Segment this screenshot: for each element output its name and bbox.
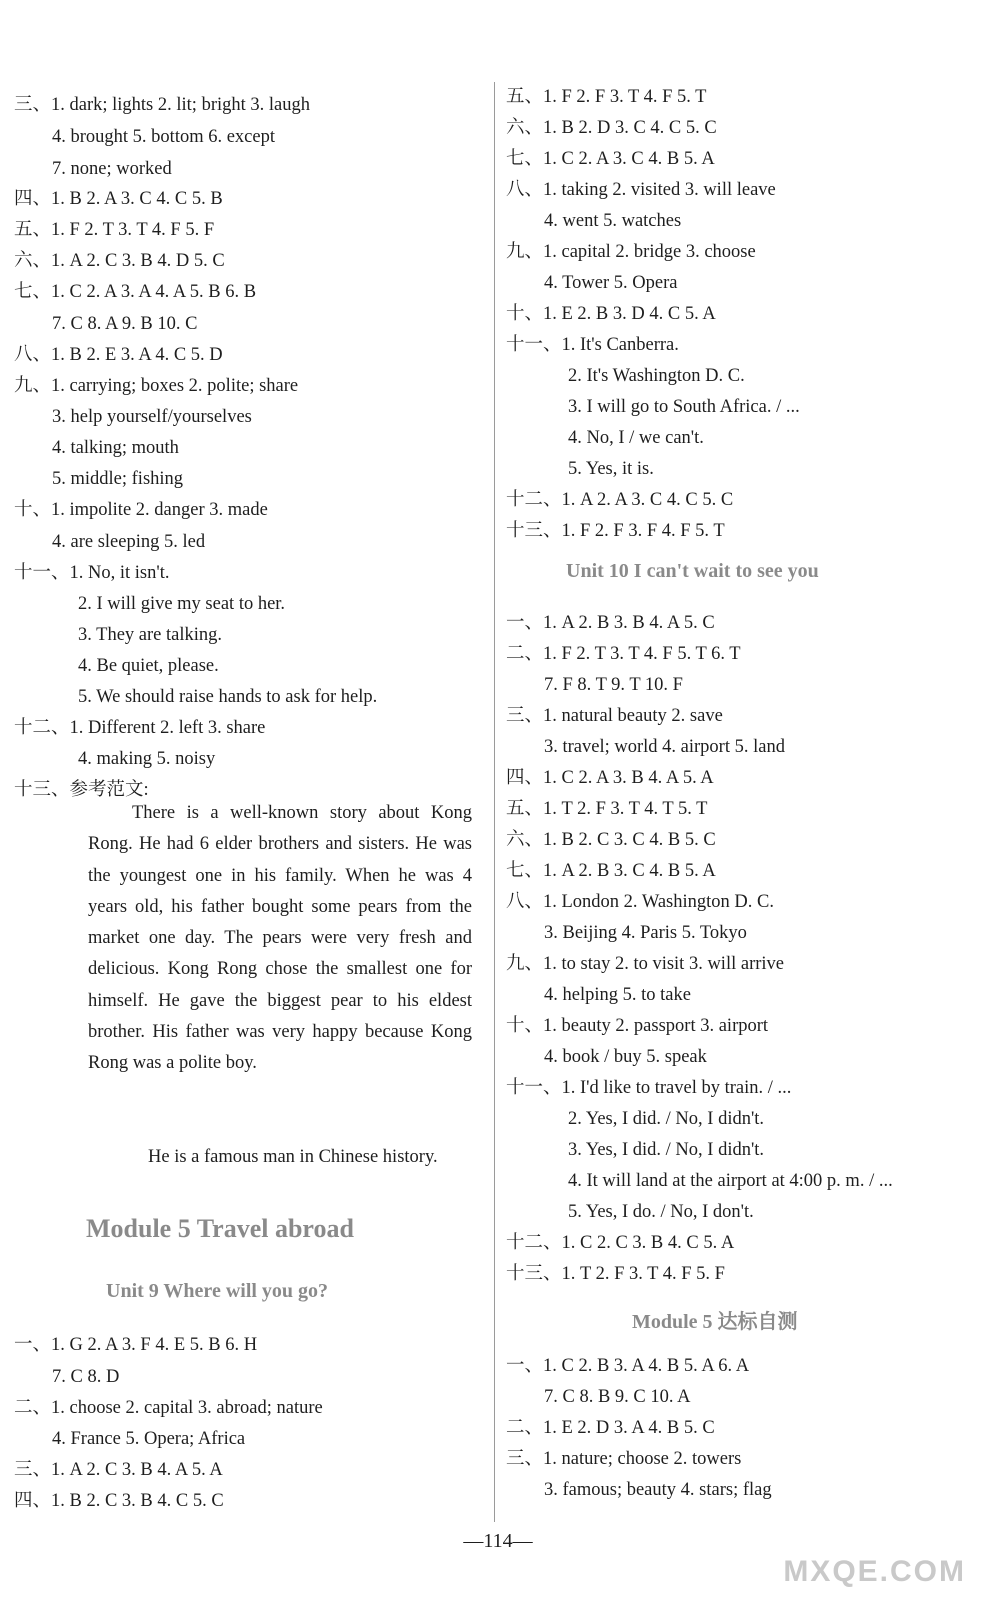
answer-line: 十三、参考范文: xyxy=(14,780,149,800)
answer-line: 4. brought 5. bottom 6. except xyxy=(52,127,275,147)
answer-line: 二、1. E 2. D 3. A 4. B 5. C xyxy=(506,1418,715,1438)
answer-line: 4. making 5. noisy xyxy=(78,749,216,769)
answer-line: 四、1. C 2. A 3. B 4. A 5. A xyxy=(506,768,714,788)
column-divider xyxy=(494,82,495,1522)
answer-line: 十一、1. I'd like to travel by train. / ... xyxy=(506,1078,792,1098)
answer-line: 三、1. nature; choose 2. towers xyxy=(506,1449,742,1469)
watermark: MXQE.COM xyxy=(783,1555,966,1588)
module-test-title: Module 5 达标自测 xyxy=(632,1311,798,1333)
answer-line: 九、1. carrying; boxes 2. polite; share xyxy=(14,376,299,396)
answer-line: 2. I will give my seat to her. xyxy=(78,594,286,614)
answer-line: 4. No, I / we can't. xyxy=(568,428,704,448)
answer-line: 5. We should raise hands to ask for help. xyxy=(78,687,378,707)
answer-line: 7. F 8. T 9. T 10. F xyxy=(544,675,683,695)
answer-line: 十一、1. No, it isn't. xyxy=(14,563,170,583)
answer-line: 七、1. C 2. A 3. A 4. A 5. B 6. B xyxy=(14,282,257,302)
answer-line: 九、1. to stay 2. to visit 3. will arrive xyxy=(506,954,784,974)
answer-line: 3. They are talking. xyxy=(78,625,223,645)
answer-line: 十二、1. A 2. A 3. C 4. C 5. C xyxy=(506,490,734,510)
answer-line: 七、1. A 2. B 3. C 4. B 5. A xyxy=(506,861,716,881)
answer-line: 3. famous; beauty 4. stars; flag xyxy=(544,1480,772,1500)
module-title: Module 5 Travel abroad xyxy=(86,1214,354,1243)
answer-line: 十、1. E 2. B 3. D 4. C 5. A xyxy=(506,304,716,324)
answer-line: 3. help yourself/yourselves xyxy=(52,407,252,427)
answer-line: 三、1. natural beauty 2. save xyxy=(506,706,723,726)
essay-paragraph-1: There is a well-known story about Kong Rong. He had 6 elder brothers and sisters. He was the youngest one in his family. When he was 4 years old, his father bought some pears from the market one day. The pears were very fresh and delicious. Kong Rong chose the smallest one for himself. He gave the biggest pear to his eldest brother. His father was very happy because Kong Rong was a polite boy. xyxy=(88,803,472,1074)
answer-line: 七、1. C 2. A 3. C 4. B 5. A xyxy=(506,149,715,169)
answer-line: 4. France 5. Opera; Africa xyxy=(52,1429,246,1449)
essay-paragraph-2: He is a famous man in Chinese history. xyxy=(148,1147,438,1167)
answer-line: 4. book / buy 5. speak xyxy=(544,1047,707,1067)
answer-line: 八、1. taking 2. visited 3. will leave xyxy=(506,180,776,200)
answer-line: 十二、1. C 2. C 3. B 4. C 5. A xyxy=(506,1233,735,1253)
answer-line: 四、1. B 2. C 3. B 4. C 5. C xyxy=(14,1491,224,1511)
answer-line: 十三、1. T 2. F 3. T 4. F 5. F xyxy=(506,1264,725,1284)
answer-line: 六、1. A 2. C 3. B 4. D 5. C xyxy=(14,251,225,271)
answer-line: 3. I will go to South Africa. / ... xyxy=(568,397,800,417)
answer-line: 5. Yes, I do. / No, I don't. xyxy=(568,1202,754,1222)
answer-line: 4. talking; mouth xyxy=(52,438,179,458)
answer-line: 四、1. B 2. A 3. C 4. C 5. B xyxy=(14,189,223,209)
answer-line: 3. Yes, I did. / No, I didn't. xyxy=(568,1140,765,1160)
answer-line: 一、1. C 2. B 3. A 4. B 5. A 6. A xyxy=(506,1356,750,1376)
answer-line: 八、1. B 2. E 3. A 4. C 5. D xyxy=(14,345,223,365)
unit-10-title: Unit 10 I can't wait to see you xyxy=(566,560,819,582)
answer-line: 十二、1. Different 2. left 3. share xyxy=(14,718,266,738)
answer-line: 三、1. A 2. C 3. B 4. A 5. A xyxy=(14,1460,223,1480)
answer-line: 二、1. F 2. T 3. T 4. F 5. T 6. T xyxy=(506,644,741,664)
answer-line: 2. Yes, I did. / No, I didn't. xyxy=(568,1109,765,1129)
answer-line: 五、1. F 2. F 3. T 4. F 5. T xyxy=(506,87,707,107)
answer-line: 3. Beijing 4. Paris 5. Tokyo xyxy=(544,923,747,943)
answer-line: 十、1. beauty 2. passport 3. airport xyxy=(506,1016,769,1036)
answer-line: 九、1. capital 2. bridge 3. choose xyxy=(506,242,756,262)
answer-line: 十、1. impolite 2. danger 3. made xyxy=(14,500,268,520)
answer-line: 4. Tower 5. Opera xyxy=(544,273,678,293)
answer-line: 一、1. G 2. A 3. F 4. E 5. B 6. H xyxy=(14,1335,258,1355)
unit-9-title: Unit 9 Where will you go? xyxy=(106,1280,329,1302)
answer-line: 3. travel; world 4. airport 5. land xyxy=(544,737,785,757)
answer-line: 4. went 5. watches xyxy=(544,211,682,231)
answer-line: 二、1. choose 2. capital 3. abroad; nature xyxy=(14,1398,323,1418)
answer-line: 六、1. B 2. D 3. C 4. C 5. C xyxy=(506,118,717,138)
answer-line: 一、1. A 2. B 3. B 4. A 5. C xyxy=(506,613,715,633)
answer-line: 八、1. London 2. Washington D. C. xyxy=(506,892,774,912)
answer-line: 7. C 8. A 9. B 10. C xyxy=(52,314,198,334)
answer-line: 7. C 8. D xyxy=(52,1367,120,1387)
answer-line: 4. Be quiet, please. xyxy=(78,656,219,676)
page-number: —114— xyxy=(463,1530,533,1552)
answer-line: 4. It will land at the airport at 4:00 p. m. / ... xyxy=(568,1171,893,1191)
answer-line: 7. none; worked xyxy=(52,159,172,179)
answer-line: 六、1. B 2. C 3. C 4. B 5. C xyxy=(506,830,716,850)
answer-line: 五、1. T 2. F 3. T 4. T 5. T xyxy=(506,799,708,819)
answer-line: 7. C 8. B 9. C 10. A xyxy=(544,1387,691,1407)
answer-line: 4. helping 5. to take xyxy=(544,985,691,1005)
answer-line: 十一、1. It's Canberra. xyxy=(506,335,679,355)
answer-line: 三、1. dark; lights 2. lit; bright 3. laugh xyxy=(14,95,310,115)
answer-line: 十三、1. F 2. F 3. F 4. F 5. T xyxy=(506,521,725,541)
answer-line: 4. are sleeping 5. led xyxy=(52,532,206,552)
answer-line: 5. Yes, it is. xyxy=(568,459,654,479)
answer-line: 五、1. F 2. T 3. T 4. F 5. F xyxy=(14,220,215,240)
answer-line: 5. middle; fishing xyxy=(52,469,184,489)
answer-line: 2. It's Washington D. C. xyxy=(568,366,745,386)
